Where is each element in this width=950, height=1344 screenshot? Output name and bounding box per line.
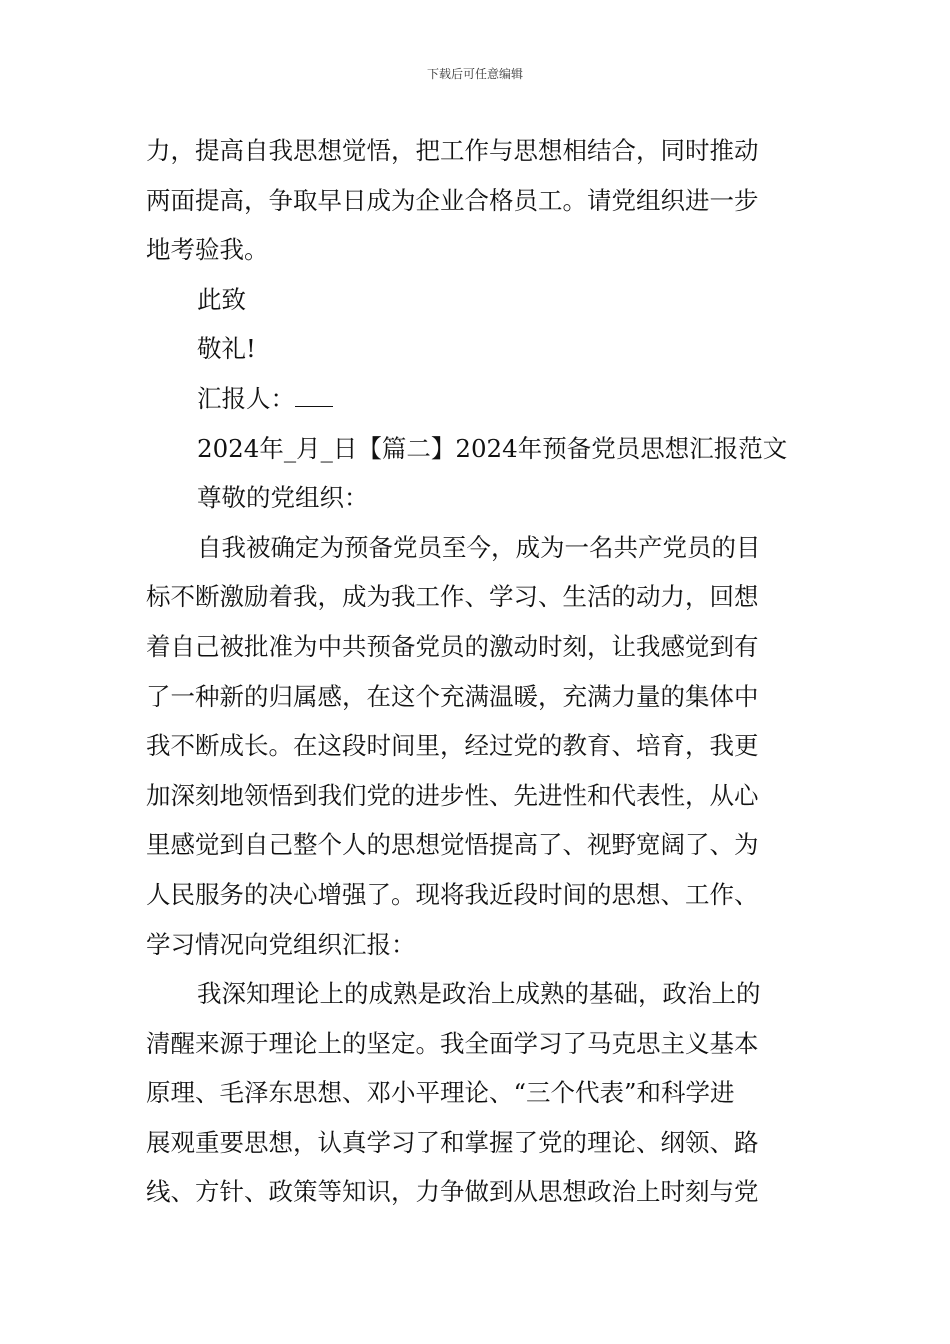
text-line: 两面提高，争取早日成为企业合格员工。请党组织进一步 — [146, 185, 759, 215]
text-line: 清醒来源于理论上的坚定。我全面学习了马克思主义基本 — [146, 1028, 759, 1058]
signature-label: 汇报人： — [197, 383, 295, 413]
text-line: 里感觉到自己整个人的思想觉悟提高了、视野宽阔了、为 — [146, 830, 759, 860]
page-header-note: 下载后可任意编辑 — [426, 67, 523, 81]
closing-regards: 敬礼! — [197, 334, 256, 364]
text-line: 标不断激励着我，成为我工作、学习、生活的动力，回想 — [146, 582, 759, 612]
text-line: 自我被确定为预备党员至今，成为一名共产党员的目 — [197, 532, 761, 562]
text-line: 人民服务的决心增强了。现将我近段时间的思想、工作、 — [146, 879, 759, 909]
greeting: 尊敬的党组织： — [197, 483, 369, 513]
date-and-section-title: 2024年_月_日【篇二】2024年预备党员思想汇报范文 — [197, 433, 788, 463]
text-line: 加深刻地领悟到我们党的进步性、先进性和代表性，从心 — [146, 780, 759, 810]
text-line: 线、方针、政策等知识，力争做到从思想政治上时刻与党 — [146, 1177, 759, 1207]
closing-salutation: 此致 — [197, 284, 246, 314]
text-line: 地考验我。 — [146, 235, 269, 265]
text-line: 学习情况向党组织汇报： — [146, 929, 416, 959]
text-line: 力，提高自我思想觉悟，把工作与思想相结合，同时推动 — [146, 136, 759, 165]
document-body — [146, 126, 811, 1217]
text-line: 原理、毛泽东思想、邓小平理论、“三个代表”和科学进 — [146, 1078, 735, 1108]
text-line: 展观重要思想，认真学习了和掌握了党的理论、纲领、路 — [146, 1127, 759, 1157]
text-line: 我不断成长。在这段时间里，经过党的教育、培育，我更 — [146, 731, 759, 761]
signature-line — [146, 374, 811, 424]
signature-blank — [295, 388, 333, 407]
text-line: 了一种新的归属感，在这个充满温暖，充满力量的集体中 — [146, 681, 759, 711]
text-line: 着自己被批准为中共预备党员的激动时刻，让我感觉到有 — [146, 631, 759, 661]
text-line: 我深知理论上的成熟是政治上成熟的基础，政治上的 — [197, 979, 761, 1009]
